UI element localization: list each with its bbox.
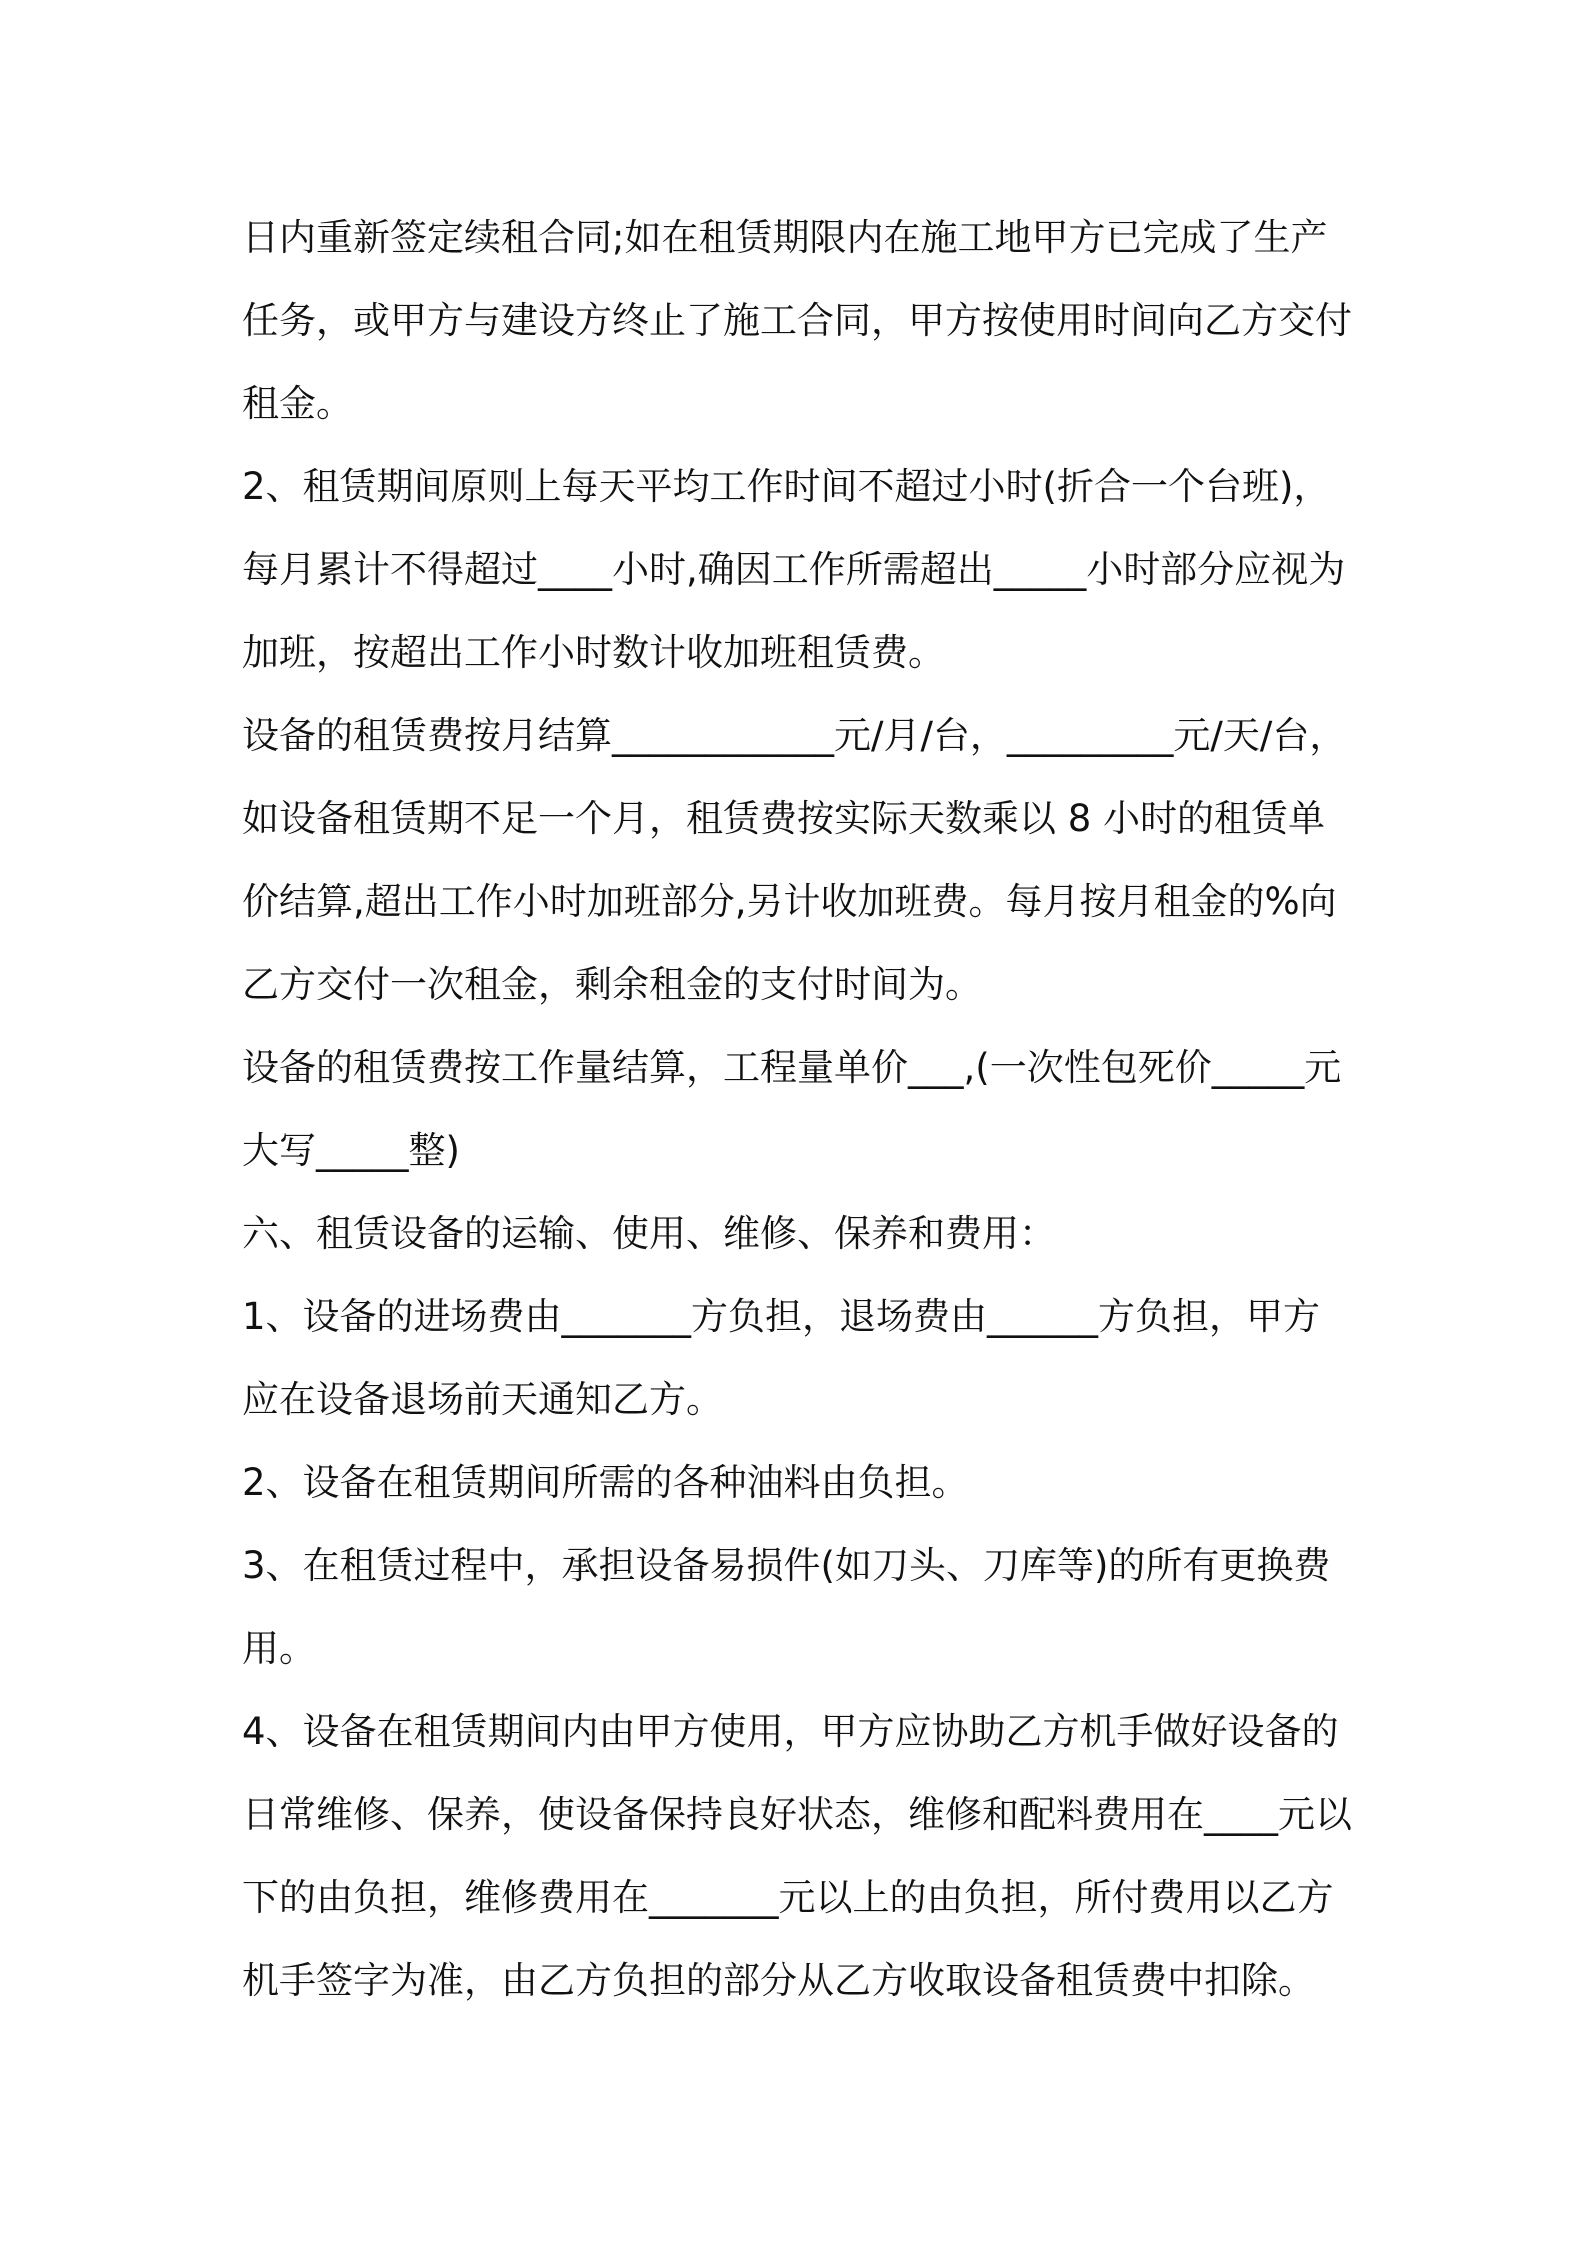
- paragraph-fuel: 2、设备在租赁期间所需的各种油料由负担。: [242, 1461, 969, 1504]
- paragraph-monthly-settlement: 设备的租赁费按月结算____________元/月/台，_________元/天/台，如设备租赁期不足一个月，租赁费按实际天数乘以 8 小时的租赁单价结算,超出工作小时加班部分,另计收加班费。每月按月租金的%向乙方交付一次租金，剩余租金的支付时间为。: [242, 714, 1347, 1006]
- section-heading-six: 六、租赁设备的运输、使用、维修、保养和费用：: [242, 1212, 1056, 1255]
- paragraph-wear-parts: 3、在租赁过程中，承担设备易损件(如刀头、刀库等)的所有更换费用。: [242, 1544, 1331, 1670]
- paragraph-rent-termination: 日内重新签定续租合同;如在租赁期限内在施工地甲方已完成了生产任务，或甲方与建设方终止了施工合同，甲方按使用时间向乙方交付租金。: [242, 216, 1352, 425]
- paragraph-maintenance: 4、设备在租赁期间内由甲方使用，甲方应协助乙方机手做好设备的日常维修、保养，使设备保持良好状态，维修和配料费用在____元以下的由负担，维修费用在_______元以上的由负担，所付费用以乙方机手签字为准，由乙方负担的部分从乙方收取设备租赁费中扣除。: [242, 1710, 1352, 2002]
- document-body: [242, 196, 1357, 2022]
- paragraph-entry-exit-fees: 1、设备的进场费由_______方负担，退场费由______方负担，甲方应在设备退场前天通知乙方。: [242, 1295, 1321, 1421]
- paragraph-working-hours: 2、租赁期间原则上每天平均工作时间不超过小时(折合一个台班)，每月累计不得超过____小时,确因工作所需超出_____小时部分应视为加班，按超出工作小时数计收加班租赁费。: [242, 465, 1346, 674]
- paragraph-workload-settlement: 设备的租赁费按工作量结算，工程量单价___,(一次性包死价_____元大写_____整): [242, 1046, 1342, 1172]
